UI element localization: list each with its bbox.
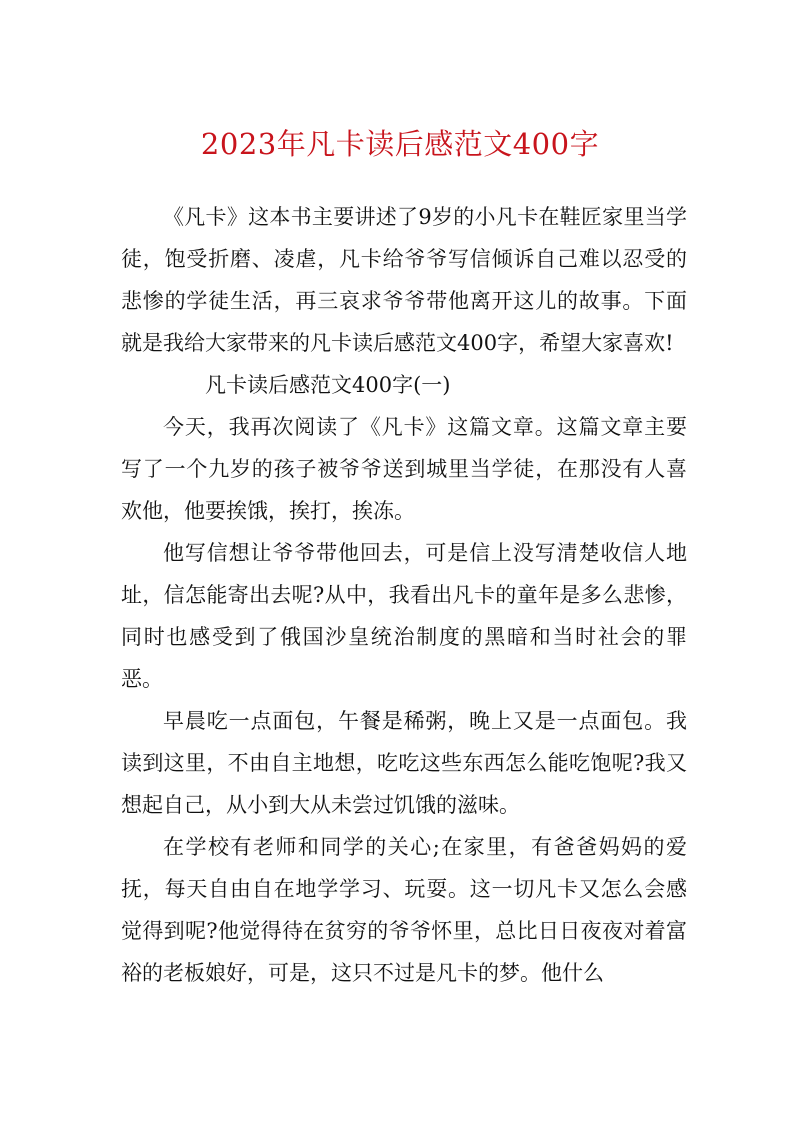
document-body [121,196,687,994]
paragraph-2: 他写信想让爷爷带他回去，可是信上没写清楚收信人地址，信怎能寄出去呢?从中，我看出凡卡的童年是多么悲惨，同时也感受到了俄国沙皇统治制度的黑暗和当时社会的罪恶。 [121,541,687,691]
section-heading: 凡卡读后感范文400字(一) [205,373,451,397]
paragraph-3: 早晨吃一点面包，午餐是稀粥，晚上又是一点面包。我读到这里，不由自主地想，吃吃这些东西怎么能吃饱呢?我又想起自己，从小到大从未尝过饥饿的滋味。 [121,709,687,817]
paragraph-intro: 《凡卡》这本书主要讲述了9岁的小凡卡在鞋匠家里当学徒，饱受折磨、凌虐，凡卡给爷爷写信倾诉自己难以忍受的悲惨的学徒生活，再三哀求爷爷带他离开这儿的故事。下面就是我给大家带来的凡卡读后感范文400字，希望大家喜欢! [121,205,687,355]
paragraph-4: 在学校有老师和同学的关心;在家里，有爸爸妈妈的爱抚，每天自由自在地学学习、玩耍。这一切凡卡又怎么会感觉得到呢?他觉得待在贫穷的爷爷怀里，总比日日夜夜对着富裕的老板娘好，可是，这只不过是凡卡的梦。他什么 [121,835,687,985]
paragraph-1: 今天，我再次阅读了《凡卡》这篇文章。这篇文章主要写了一个九岁的孩子被爷爷送到城里当学徒，在那没有人喜欢他，他要挨饿，挨打，挨冻。 [121,415,687,523]
document-title: 2023年凡卡读后感范文400字 [200,127,600,161]
